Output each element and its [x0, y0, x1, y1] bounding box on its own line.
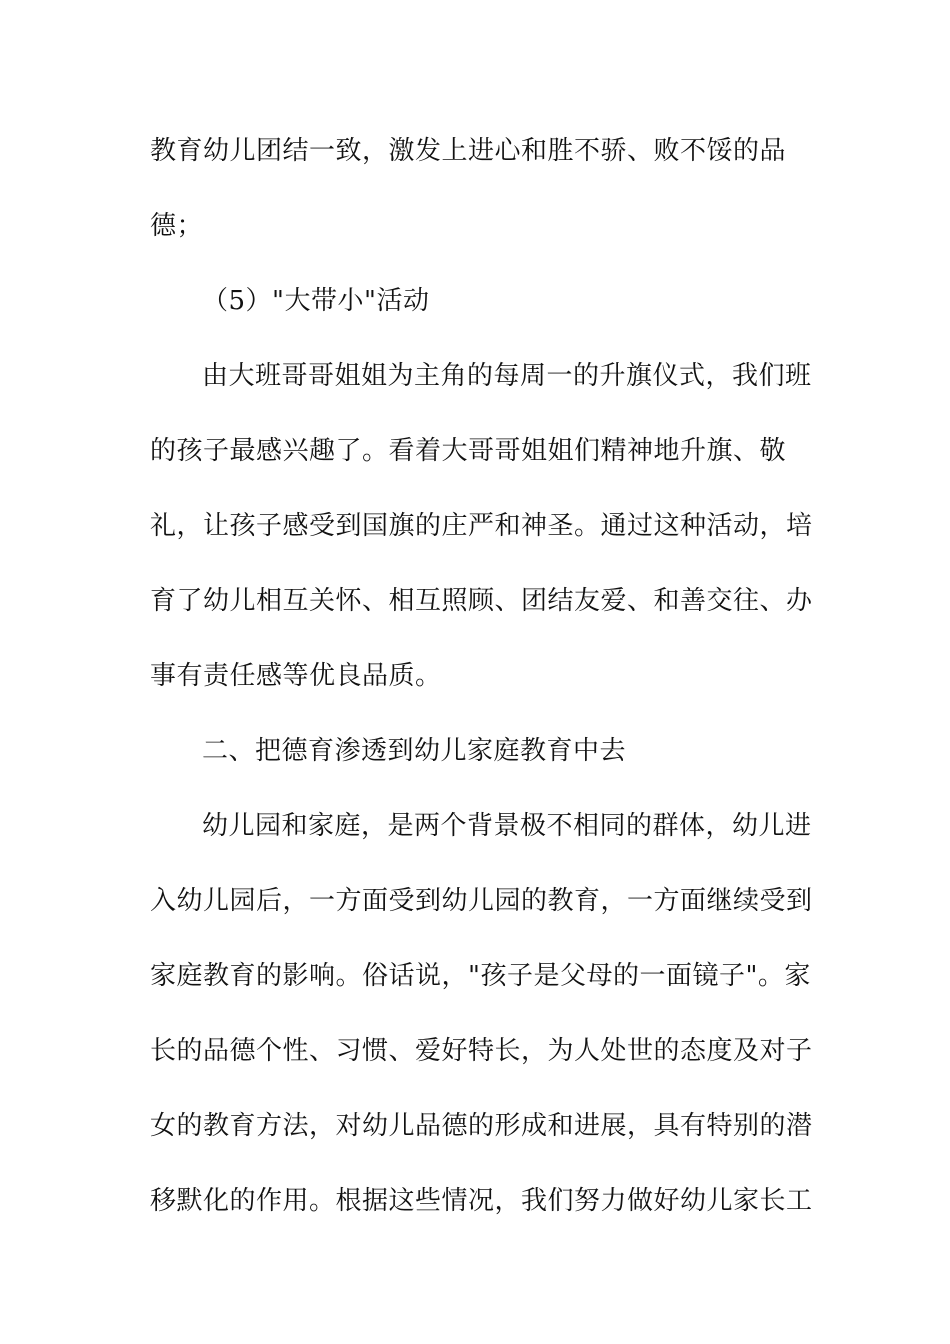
- section-heading-line: 二、把德育渗透到幼儿家庭教育中去: [202, 736, 627, 766]
- text-line-4: 由大班哥哥姐姐为主角的每周一的升旗仪式，我们班: [202, 361, 812, 391]
- text-line-12: 家庭教育的影响。俗话说，"孩子是父母的一面镜子"。家: [150, 961, 811, 991]
- text-line-13: 长的品德个性、习惯、爱好特长，为人处世的态度及对子: [150, 1036, 813, 1066]
- text-line-7: 育了幼儿相互关怀、相互照顾、团结友爱、和善交往、办: [150, 586, 813, 616]
- text-line-5: 的孩子最感兴趣了。看着大哥哥姐姐们精神地升旗、敬: [150, 436, 787, 466]
- text-line-15: 移默化的作用。根据这些情况，我们努力做好幼儿家长工: [150, 1186, 813, 1216]
- subheading-line: （5）"大带小"活动: [202, 286, 430, 316]
- text-line-2: 德；: [150, 211, 204, 241]
- text-line-11: 入幼儿园后，一方面受到幼儿园的教育，一方面继续受到: [150, 886, 813, 916]
- text-line-8: 事有责任感等优良品质。: [150, 661, 442, 691]
- text-line-14: 女的教育方法，对幼儿品德的形成和进展，具有特别的潜: [150, 1111, 813, 1141]
- text-line-6: 礼，让孩子感受到国旗的庄严和神圣。通过这种活动，培: [150, 511, 813, 541]
- text-line-10: 幼儿园和家庭，是两个背景极不相同的群体，幼儿进: [202, 811, 812, 841]
- text-line-1: 教育幼儿团结一致，激发上进心和胜不骄、败不馁的品: [150, 136, 787, 166]
